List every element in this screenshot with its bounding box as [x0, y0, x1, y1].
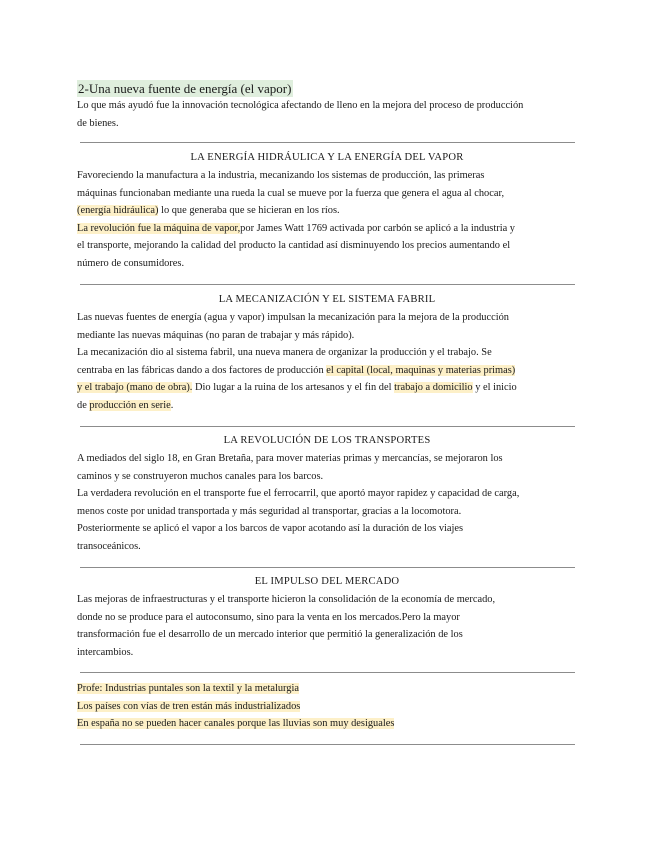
- section-heading-transportes: LA REVOLUCIÓN DE LOS TRANSPORTES: [223, 435, 431, 446]
- highlight: La revolución fue la máquina de vapor,: [77, 222, 241, 234]
- body-line: caminos y se construyeron muchos canales para los barcos.: [77, 470, 324, 482]
- note-line: [77, 715, 577, 733]
- section-divider: [80, 284, 575, 285]
- highlight: producción en serie: [89, 399, 171, 411]
- body-line: A mediados del siglo 18, en Gran Bretaña, para mover materias primas y mercancías, se mejoraron los: [77, 453, 503, 464]
- highlight: (energía hidráulica): [77, 205, 159, 217]
- note-line: [77, 680, 577, 698]
- body-line: La mecanización dio al sistema fabril, una nueva manera de organizar la producción y el trabajo. Se: [77, 347, 492, 359]
- text-run: centraba en las fábricas dando a dos factores de producción: [77, 364, 327, 376]
- text-run: Dio lugar a la ruina de los artesanos y el fin del: [192, 382, 395, 394]
- page-title: 2-Una nueva fuente de energía (el vapor): [78, 81, 292, 96]
- text-run: de: [77, 399, 90, 411]
- highlight: En españa no se pueden hacer canales porque las lluvias son muy desiguales: [77, 718, 395, 730]
- text-run: lo que generaba que se hicieran en los ríos.: [158, 205, 340, 217]
- highlight: el capital (local, maquinas y materias primas): [326, 364, 516, 376]
- body-line: mediante las nuevas máquinas (no paran de trabajar y más rápido).: [77, 329, 355, 341]
- section-body-mecanizacion: [77, 309, 577, 415]
- section-body-energia: [77, 167, 577, 273]
- body-line: [77, 362, 577, 380]
- body-line: Las nuevas fuentes de energía (agua y vapor) impulsan la mecanización para la mejora de la producción: [77, 312, 509, 323]
- section-body-transportes: [77, 450, 577, 556]
- body-line: donde no se produce para el autoconsumo, sino para la venta en los mercados.Pero la mayor: [77, 611, 460, 623]
- section-divider: [80, 426, 575, 427]
- body-line: intercambios.: [77, 646, 134, 658]
- section-heading-mecanizacion: LA MECANIZACIÓN Y EL SISTEMA FABRIL: [218, 294, 436, 305]
- intro-paragraph: [77, 97, 577, 132]
- note-line: [77, 698, 577, 716]
- highlight: Los países con vías de tren están más industrializados: [77, 700, 301, 712]
- highlight: y el trabajo (mano de obra).: [77, 382, 193, 394]
- section-divider: [80, 744, 575, 745]
- section-divider: [80, 567, 575, 568]
- highlight: Profe: Industrias puntales son la textil y la metalurgia: [77, 683, 300, 694]
- body-line: Las mejoras de infraestructuras y el transporte hicieron la consolidación de la economía de mercado,: [77, 594, 496, 605]
- section-divider: [80, 142, 575, 143]
- body-line: transoceánicos.: [77, 540, 141, 552]
- body-line: [77, 397, 577, 415]
- body-line: Favoreciendo la manufactura a la industria, mecanizando los sistemas de producción, las primeras: [77, 170, 485, 181]
- highlight: trabajo a domicilio: [394, 382, 473, 394]
- section-heading-energia: LA ENERGÍA HIDRÁULICA Y LA ENERGÍA DEL VAPOR: [190, 152, 464, 163]
- body-line: el transporte, mejorando la calidad del producto la cantidad así disminuyendo los precios aumentando el: [77, 240, 511, 252]
- body-line: La verdadera revolución en el transporte fue el ferrocarril, que aportó mayor rapidez y capacidad de carga,: [77, 488, 520, 500]
- section-divider: [80, 672, 575, 673]
- section-heading-mercado: EL IMPULSO DEL MERCADO: [254, 576, 400, 587]
- body-line: número de consumidores.: [77, 257, 185, 269]
- body-line: [77, 202, 577, 220]
- body-line: máquinas funcionaban mediante una rueda la cual se mueve por la fuerza que genera el agua al chocar,: [77, 187, 505, 199]
- body-line: Posteriormente se aplicó el vapor a los barcos de vapor acotando así la duración de los viajes: [77, 523, 464, 535]
- text-run: por James Watt 1769 activada por carbón se aplicó a la industria y: [240, 222, 515, 234]
- text-run: y el inicio: [472, 382, 517, 394]
- intro-line: de bienes.: [77, 117, 119, 129]
- text-run: .: [170, 399, 174, 411]
- body-line: transformación fue el desarrollo de un mercado interior que permitió la generalización de los: [77, 629, 463, 641]
- body-line: menos coste por unidad transportada y más seguridad al transportar, gracias a la locomotora.: [77, 505, 462, 517]
- body-line: [77, 220, 577, 238]
- teacher-notes: [77, 680, 577, 733]
- section-body-mercado: [77, 591, 577, 661]
- intro-line: Lo que más ayudó fue la innovación tecnológica afectando de lleno en la mejora del proceso de producción: [77, 100, 524, 111]
- body-line: [77, 379, 577, 397]
